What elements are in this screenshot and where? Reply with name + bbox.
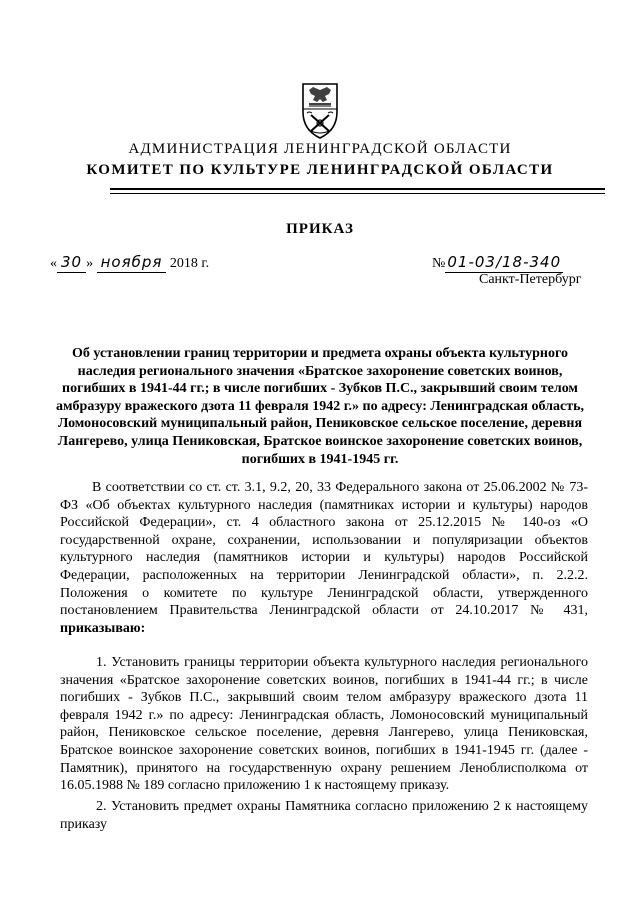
order-item-1: 1. Установить границы территории объекта культурного наследия регионального значения «Братское захоронение советских воинов, погибших в 1941-44 гг.; в числе погибших - Зубков П.С., закрывший своим телом амбразуру вражеского дзота 11 февраля 1942 г.» по адресу: Ленинградская область, Ломоносовский муниципальный район, Пениковское сельское поселение, деревня Лангерево, улица Пениковская, Братское воинское захоронение советских воинов, погибших в 1941-1945 гг. (далее - Памятник), принятого на государственную охрану решением Леноблисполкома от 16.05.1988 № 189 согласно приложению 1 к настоящему приказу. <box>60 655 588 794</box>
header-rule-thin <box>110 193 605 194</box>
order-item-2: 2. Установить предмет охраны Памятника согласно приложению 2 к настоящему приказу <box>60 799 588 832</box>
committee-heading: КОМИТЕТ ПО КУЛЬТУРЕ ЛЕНИНГРАДСКОЙ ОБЛАСТИ <box>86 162 554 178</box>
date-year: 2018 г. <box>169 256 210 271</box>
number-value: 01-03/18-340 <box>447 253 562 271</box>
city: Санкт-Петербург <box>479 272 582 287</box>
order-number <box>432 253 563 272</box>
preamble-paragraph <box>60 479 588 637</box>
number-sign: № <box>432 256 446 271</box>
preamble-text: В соответствии со ст. ст. 3.1, 9.2, 20, 33 Федерального закона от 25.06.2002 № 73-ФЗ «Об объектах культурного наследия (памятниках истории и культуры) народов Российской Федерации», ст. 4 областного закона от 25.12.2015 № 140-оз «О государственной охране, сохранении, использовании и популяризации объектов культурного наследия (памятников истории и культуры) народов Российской Федерации, расположенных на территории Ленинградской области», п. 2.2.2. Положения о комитете по культуре Ленинградской области, утвержденного постановлением Правительства Ленинградской области от 24.10.2017 № 431, <box>60 480 588 619</box>
date-day: 30 <box>57 253 86 273</box>
order-date <box>50 253 209 272</box>
administration-heading: АДМИНИСТРАЦИЯ ЛЕНИНГРАДСКОЙ ОБЛАСТИ <box>128 141 512 157</box>
order-subject: Об установлении границ территории и предмета охраны объекта культурного наследия регионального значения «Братское захоронение советских воинов, погибших в 1941-44 гг.; в числе погибших - Зубков П.С., закрывший своим телом амбразуру вражеского дзота 11 февраля 1942 г.» по адресу: Ленинградская область, Ломоносовский муниципальный район, Пениковское сельское поселение, деревня Лангерево, улица Пениковская, Братское воинское захоронение советских воинов, погибших в 1941-1945 гг. <box>56 346 584 467</box>
date-month: ноября <box>97 253 167 273</box>
document-title: ПРИКАЗ <box>286 221 354 237</box>
decree-word: приказываю: <box>60 620 146 636</box>
date-open-quote: « <box>50 256 57 271</box>
coat-of-arms-icon <box>297 82 343 140</box>
date-close-quote: » <box>86 256 94 271</box>
header-rule-thick <box>110 188 605 190</box>
